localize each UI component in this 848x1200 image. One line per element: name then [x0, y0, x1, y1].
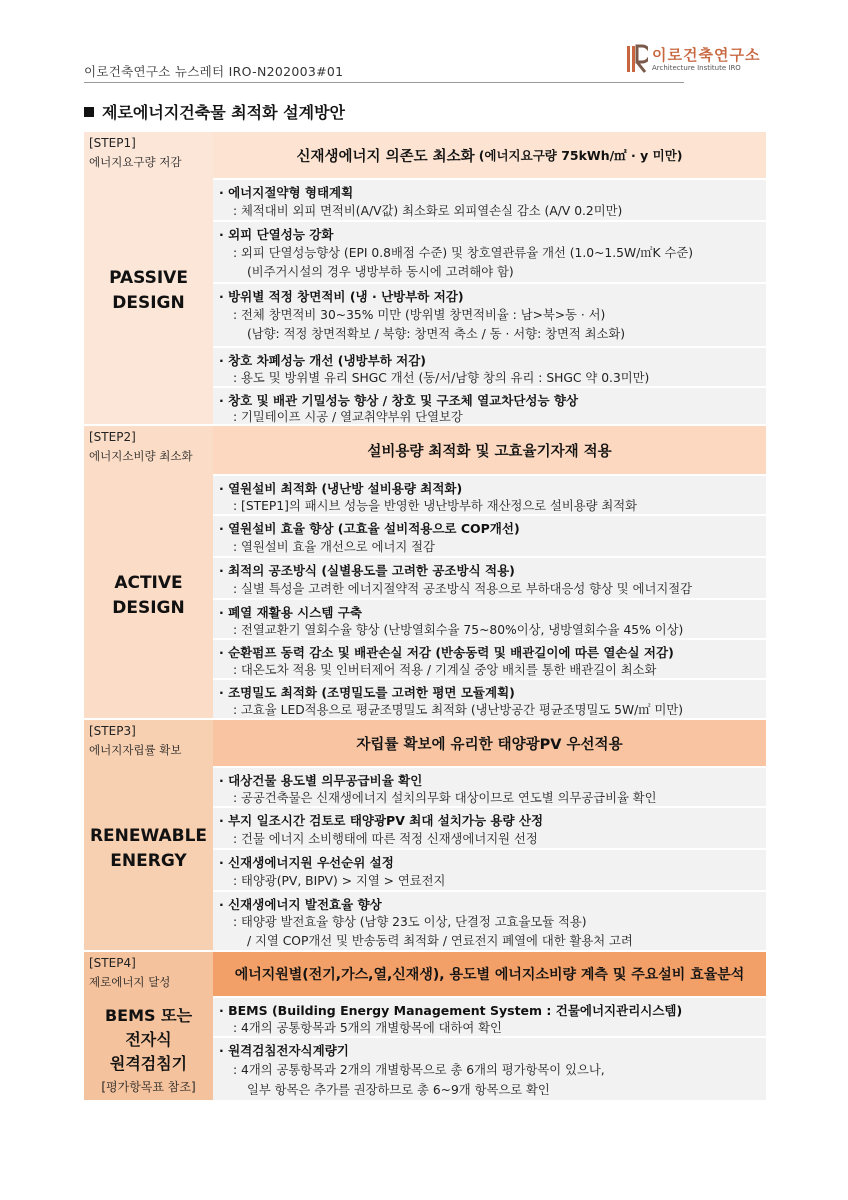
- design-label: [84, 571, 213, 621]
- step4-headline: [213, 952, 766, 996]
- list-item: [213, 514, 766, 556]
- item-title: · 부지 일조시간 검토로 태양광PV 최대 설치가능 용량 산정: [219, 813, 544, 828]
- item-detail: : 실별 특성을 고려한 에너지절약적 공조방식 적용으로 부하대응성 향상 및 에너지절감: [233, 582, 692, 596]
- item-detail: (비주거시설의 경우 냉방부하 동시에 고려해야 함): [247, 265, 514, 279]
- step-id: [STEP1]: [89, 136, 136, 150]
- item-detail: : 4개의 공통항목과 5개의 개별항목에 대하여 확인: [233, 1021, 502, 1035]
- list-item: [213, 678, 766, 718]
- logo-subtitle: Architecture Institute IRO: [652, 64, 741, 72]
- item-detail: : 열원설비 효율 개선으로 에너지 절감: [233, 540, 435, 554]
- item-title: · 조명밀도 최적화 (조명밀도를 고려한 평면 모듈계획): [219, 685, 515, 700]
- item-detail: : 건물 에너지 소비행태에 따른 적정 신재생에너지원 선정: [233, 832, 538, 846]
- list-item: [213, 848, 766, 890]
- step2-block: [84, 426, 766, 718]
- item-detail: : 전체 창면적비 30~35% 미만 (방위별 창면적비율 : 남>북>동 · 서): [233, 308, 606, 322]
- design-label: [84, 1004, 213, 1076]
- step1-label-cell: [84, 132, 213, 424]
- step-id: [STEP3]: [89, 724, 136, 738]
- item-detail: : 태양광(PV, BIPV) > 지열 > 연료전지: [233, 874, 446, 888]
- design-line-1: PASSIVE: [109, 268, 188, 288]
- item-detail: : 전열교환기 열회수율 향상 (난방열회수율 75~80%이상, 냉방열회수율 45% 이상): [233, 623, 684, 637]
- design-line-3: 원격검침기: [109, 1054, 188, 1073]
- list-item: [213, 474, 766, 514]
- item-detail: / 지열 COP개선 및 반송동력 최적화 / 연료전지 폐열에 대한 활용처 고려: [247, 934, 633, 948]
- step1-headline: [213, 132, 766, 178]
- headline-text: 신재생에너지 의존도 최소화: [296, 148, 475, 165]
- step-subtitle: 에너지요구량 저감: [89, 155, 182, 169]
- item-title: · 폐열 재활용 시스템 구축: [219, 605, 362, 620]
- item-title: · 열원설비 효율 향상 (고효율 설비적용으로 COP개선): [219, 521, 520, 536]
- item-detail: (남향: 적정 창면적확보 / 북향: 창면적 축소 / 동 · 서향: 창면적 최소화): [247, 327, 626, 341]
- design-label: [84, 266, 213, 316]
- item-detail: : 체적대비 외피 면적비(A/V값) 최소화로 외피열손실 감소 (A/V 0.2미만): [233, 204, 623, 218]
- newsletter-title: 이로건축연구소 뉴스레터 IRO-N202003#01: [84, 64, 344, 79]
- list-item: [213, 346, 766, 386]
- square-bullet-icon: [84, 107, 94, 117]
- list-item: [213, 178, 766, 220]
- item-detail: : 4개의 공통항목과 2개의 개별항목으로 총 6개의 평가항목이 있으나,: [233, 1063, 605, 1077]
- item-title: · 신재생에너지 발전효율 향상: [219, 897, 382, 912]
- step-id: [STEP4]: [89, 956, 136, 970]
- section-title-text: 제로에너지건축물 최적화 설계방안: [102, 103, 345, 122]
- item-title: · 열원설비 최적화 (냉난방 설비용량 최적화): [219, 481, 463, 496]
- headline-note: (에너지요구량 75kWh/㎡ · y 미만): [478, 148, 683, 163]
- design-line-2: 전자식: [125, 1030, 172, 1049]
- page-header: [84, 46, 764, 84]
- header-divider: [84, 82, 684, 83]
- item-detail: : 고효율 LED적용으로 평균조명밀도 최적화 (냉난방공간 평균조명밀도 5W/㎡ 미만): [233, 703, 684, 717]
- design-line-2: DESIGN: [112, 293, 185, 313]
- item-title: · 방위별 적정 창면적비 (냉 · 난방부하 저감): [219, 289, 464, 304]
- logo-mark-icon: [626, 44, 648, 74]
- list-item: [213, 890, 766, 950]
- list-item: [213, 598, 766, 638]
- item-title: · 대상건물 용도별 의무공급비율 확인: [219, 773, 423, 788]
- design-line-2: DESIGN: [112, 598, 185, 618]
- design-line-1: ACTIVE: [114, 573, 183, 593]
- list-item: [213, 806, 766, 848]
- list-item: [213, 996, 766, 1036]
- step-id: [STEP2]: [89, 430, 136, 444]
- list-item: [213, 1036, 766, 1100]
- item-title: · 원격검침전자식계량기: [219, 1043, 349, 1058]
- step1-block: [84, 132, 766, 424]
- step-subtitle: 제로에너지 달성: [89, 975, 171, 989]
- step3-headline: [213, 720, 766, 766]
- item-title: · 에너지절약형 형태계획: [219, 185, 354, 200]
- item-title: · 최적의 공조방식 (실별용도를 고려한 공조방식 적용): [219, 563, 515, 578]
- list-item: [213, 220, 766, 282]
- item-detail: 일부 항목은 추가를 권장하므로 총 6~9개 항목으로 확인: [247, 1083, 550, 1097]
- list-item: [213, 638, 766, 678]
- item-title: · 창호 및 배관 기밀성능 향상 / 창호 및 구조체 열교차단성능 향상: [219, 393, 579, 408]
- design-line-1: BEMS 또는: [104, 1006, 193, 1025]
- item-detail: : 기밀테이프 시공 / 열교취약부위 단열보강: [233, 410, 463, 424]
- step3-label-cell: [84, 720, 213, 950]
- item-title: · 창호 차폐성능 개선 (냉방부하 저감): [219, 353, 426, 368]
- item-detail: : 외피 단열성능향상 (EPI 0.8배점 수준) 및 창호열관류율 개선 (1.0~1.5W/㎡K 수준): [233, 246, 694, 260]
- list-item: [213, 282, 766, 346]
- logo-name: 이로건축연구소: [652, 46, 761, 64]
- list-item: [213, 766, 766, 806]
- step3-block: [84, 720, 766, 950]
- item-detail: : 공공건축물은 신재생에너지 설치의무화 대상이므로 연도별 의무공급비율 확인: [233, 791, 657, 805]
- item-detail: : 용도 및 방위별 유리 SHGC 개선 (동/서/남향 창의 유리 : SHGC 약 0.3미만): [233, 371, 650, 385]
- item-title: · 신재생에너지원 우선순위 설정: [219, 855, 394, 870]
- design-line-2: ENERGY: [110, 851, 187, 871]
- headline-text: 에너지원별(전기,가스,열,신재생), 용도별 에너지소비량 계측 및 주요설비 효율분석: [234, 967, 745, 983]
- item-title: · 외피 단열성능 강화: [219, 227, 334, 242]
- list-item: [213, 386, 766, 424]
- item-detail: : 대온도차 적용 및 인버터제어 적용 / 기계실 중앙 배치를 통한 배관길이 최소화: [233, 663, 657, 677]
- step2-label-cell: [84, 426, 213, 718]
- headline-text: 설비용량 최적화 및 고효율기자재 적용: [367, 443, 612, 460]
- step-subtitle: 에너지소비량 최소화: [89, 449, 193, 463]
- design-line-1: RENEWABLE: [89, 826, 208, 846]
- design-note: [평가항목표 참조]: [101, 1080, 196, 1094]
- step2-headline: [213, 426, 766, 474]
- step-subtitle: 에너지자립률 확보: [89, 743, 182, 757]
- step4-block: [84, 952, 766, 1100]
- design-label: [84, 824, 213, 874]
- item-detail: : [STEP1]의 패시브 성능을 반영한 냉난방부하 재산정으로 설비용량 최적화: [233, 499, 638, 513]
- item-detail: : 태양광 발전효율 향상 (남향 23도 이상, 단결정 고효율모듈 적용): [233, 915, 587, 929]
- step4-label-cell: [84, 952, 213, 1100]
- logo: [626, 42, 764, 82]
- headline-text: 자립률 확보에 유리한 태양광PV 우선적용: [356, 736, 623, 753]
- section-title: [84, 100, 345, 123]
- item-title: · 순환펌프 동력 감소 및 배관손실 저감 (반송동력 및 배관길이에 따른 열손실 저감): [219, 645, 674, 660]
- item-title: · BEMS (Building Energy Management System : 건물에너지관리시스템): [219, 1003, 683, 1018]
- list-item: [213, 556, 766, 598]
